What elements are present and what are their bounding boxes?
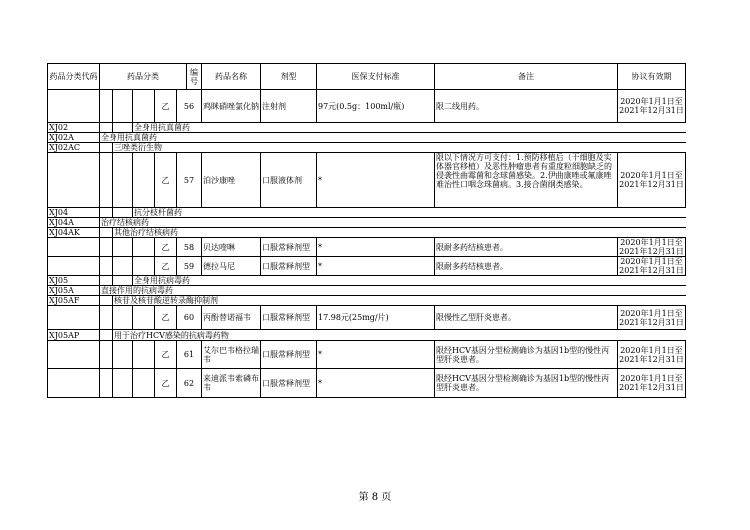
category-code: XJ04A <box>48 218 100 228</box>
category-label: 全身用抗真菌药 <box>133 123 686 133</box>
header-form: 剂型 <box>261 64 317 90</box>
category-spacer <box>133 90 155 123</box>
validity-period <box>618 341 686 369</box>
remark: 限耐多药结核患者。 <box>435 238 618 257</box>
category-row <box>48 286 686 296</box>
category-spacer <box>100 296 113 306</box>
category-row <box>48 123 686 133</box>
category-code: XJ05AF <box>48 296 100 306</box>
validity-end: 2021年12月31日 <box>619 247 684 256</box>
validity-start: 2020年1月1日至 <box>620 171 683 180</box>
header-row <box>48 64 686 90</box>
category-row <box>48 143 686 153</box>
drug-name: 艾尔巴韦格拉瑞韦 <box>202 341 261 369</box>
payment-standard: 97元(0.5g：100ml/瓶) <box>317 90 435 123</box>
insurance-class: 乙 <box>155 90 177 123</box>
insurance-class: 乙 <box>155 238 177 257</box>
remark: 限慢性乙型肝炎患者。 <box>435 306 618 330</box>
category-spacer <box>100 330 113 341</box>
category-spacer <box>100 123 113 133</box>
category-spacer <box>133 238 155 257</box>
insurance-class: 乙 <box>155 369 177 398</box>
drug-name: 泊沙康唑 <box>202 153 261 208</box>
drug-code-cell <box>48 90 100 123</box>
category-label: 抗分枝杆菌药 <box>133 208 686 218</box>
validity-end: 2021年12月31日 <box>619 266 684 275</box>
category-spacer <box>133 369 155 398</box>
category-code: XJ02A <box>48 133 100 143</box>
category-code: XJ05AP <box>48 330 100 341</box>
category-spacer <box>100 306 113 330</box>
payment-standard: * <box>317 238 435 257</box>
category-label: 核苷及核苷酸逆转录酶抑制剂 <box>113 296 686 306</box>
category-code: XJ04 <box>48 208 100 218</box>
dosage-form: 口服常释剂型 <box>261 341 317 369</box>
validity-end: 2021年12月31日 <box>619 383 684 392</box>
payment-standard: * <box>317 341 435 369</box>
category-row <box>48 228 686 238</box>
header-number: 编号 <box>187 64 202 90</box>
validity-end: 2021年12月31日 <box>619 317 684 327</box>
validity-period <box>618 257 686 276</box>
insurance-class: 乙 <box>155 153 177 208</box>
page-number: 第 8 页 <box>358 492 392 503</box>
validity-start: 2020年1月1日至 <box>620 97 683 106</box>
category-code: XJ02AC <box>48 143 100 153</box>
drug-number: 62 <box>177 369 202 398</box>
validity-start: 2020年1月1日至 <box>620 345 683 355</box>
category-spacer <box>113 257 133 276</box>
validity-period <box>618 153 686 208</box>
header-code: 药品分类代码 <box>48 64 100 90</box>
category-label: 全身用抗病毒药 <box>133 276 686 286</box>
drug-code-cell <box>48 238 100 257</box>
payment-standard: 17.98元(25mg/片) <box>317 306 435 330</box>
drug-code-cell <box>48 257 100 276</box>
payment-standard: * <box>317 257 435 276</box>
validity-start: 2020年1月1日至 <box>620 257 683 266</box>
category-code: XJ04AK <box>48 228 100 238</box>
drug-name: 鸡眯硝唑氯化钠 <box>202 90 261 123</box>
category-spacer <box>133 153 155 208</box>
drug-code-cell <box>48 306 100 330</box>
category-spacer <box>133 257 155 276</box>
validity-start: 2020年1月1日至 <box>620 308 683 318</box>
category-spacer <box>113 90 133 123</box>
insurance-class: 乙 <box>155 257 177 276</box>
category-row <box>48 296 686 306</box>
category-spacer <box>100 276 113 286</box>
remark: 限经HCV基因分型检测确诊为基因1b型的慢性丙型肝炎患者。 <box>435 369 618 398</box>
payment-standard: * <box>317 369 435 398</box>
validity-end: 2021年12月31日 <box>619 354 684 364</box>
header-remarks: 备注 <box>435 64 618 90</box>
insurance-class: 乙 <box>155 341 177 369</box>
drug-number: 60 <box>177 306 202 330</box>
insurance-class: 乙 <box>155 306 177 330</box>
category-spacer <box>113 369 133 398</box>
dosage-form: 口服液体剂 <box>261 153 317 208</box>
category-spacer <box>113 341 133 369</box>
validity-period <box>618 369 686 398</box>
category-row <box>48 276 686 286</box>
header-validity: 协议有效期 <box>618 64 686 90</box>
category-spacer <box>113 153 133 208</box>
validity-start: 2020年1月1日至 <box>620 374 683 383</box>
category-spacer <box>113 123 133 133</box>
category-code: XJ02 <box>48 123 100 133</box>
category-spacer <box>133 306 155 330</box>
category-label: 全身用抗真菌药 <box>100 133 686 143</box>
remark: 限以下情况方可支付：1.预防移植后（干细胞及实体器官移植）及恶性肿瘤患者有重度粒细胞缺乏的侵袭性曲霉菌和念球菌感染。2.伊曲康唑或氟康唑难治性口咽念珠菌病。3.接合菌纲类感染。 <box>435 153 618 208</box>
drug-number: 61 <box>177 341 202 369</box>
drug-number: 58 <box>177 238 202 257</box>
category-spacer <box>100 238 113 257</box>
category-spacer <box>113 208 133 218</box>
validity-end: 2021年12月31日 <box>619 180 684 189</box>
category-spacer <box>100 228 113 238</box>
header-standard: 医保支付标准 <box>317 64 435 90</box>
category-spacer <box>100 369 113 398</box>
category-label: 三唑类衍生物 <box>113 143 686 153</box>
validity-start: 2020年1月1日至 <box>620 238 683 247</box>
category-spacer <box>100 143 113 153</box>
category-spacer <box>113 238 133 257</box>
drug-name: 贝达喹啉 <box>202 238 261 257</box>
category-label: 治疗结核病药 <box>100 218 686 228</box>
drug-number: 57 <box>177 153 202 208</box>
remark: 限经HCV基因分型检测确诊为基因1b型的慢性丙型肝炎患者。 <box>435 341 618 369</box>
drug-code-cell <box>48 153 100 208</box>
category-code: XJ05 <box>48 276 100 286</box>
header-name: 药品名称 <box>202 64 261 90</box>
drug-name: 德拉马尼 <box>202 257 261 276</box>
dosage-form: 口服常释剂型 <box>261 238 317 257</box>
category-label: 其他治疗结核病药 <box>113 228 686 238</box>
drug-number: 56 <box>177 90 202 123</box>
validity-end: 2021年12月31日 <box>619 106 684 115</box>
category-spacer <box>113 276 133 286</box>
drug-row <box>48 257 686 276</box>
drug-name: 来迪派韦索磷布韦 <box>202 369 261 398</box>
drug-code-cell <box>48 341 100 369</box>
drug-list-table <box>47 63 686 398</box>
validity-period <box>618 238 686 257</box>
category-spacer <box>100 90 113 123</box>
category-row <box>48 133 686 143</box>
drug-row <box>48 341 686 369</box>
category-spacer <box>133 341 155 369</box>
drug-row <box>48 153 686 208</box>
dosage-form: 口服常释剂型 <box>261 306 317 330</box>
category-spacer <box>100 153 113 208</box>
category-spacer <box>100 208 113 218</box>
remark: 限耐多药结核患者。 <box>435 257 618 276</box>
category-spacer <box>100 341 113 369</box>
drug-row <box>48 369 686 398</box>
drug-number: 59 <box>177 257 202 276</box>
drug-code-cell <box>48 369 100 398</box>
category-label: 直接作用的抗病毒药 <box>100 286 686 296</box>
category-code: XJ05A <box>48 286 100 296</box>
payment-standard: * <box>317 153 435 208</box>
validity-period <box>618 90 686 123</box>
category-row <box>48 218 686 228</box>
category-row <box>48 208 686 218</box>
dosage-form: 口服常释剂型 <box>261 369 317 398</box>
dosage-form: 注射剂 <box>261 90 317 123</box>
header-category: 药品分类 <box>100 64 187 90</box>
category-label: 用于治疗HCV感染的抗病毒药物 <box>113 330 686 341</box>
category-spacer <box>113 306 133 330</box>
validity-period <box>618 306 686 330</box>
category-spacer <box>100 257 113 276</box>
drug-row <box>48 238 686 257</box>
drug-name: 丙酚替诺福韦 <box>202 306 261 330</box>
drug-row <box>48 306 686 330</box>
remark: 限二线用药。 <box>435 90 618 123</box>
category-row <box>48 330 686 341</box>
drug-row <box>48 90 686 123</box>
dosage-form: 口服常释剂型 <box>261 257 317 276</box>
